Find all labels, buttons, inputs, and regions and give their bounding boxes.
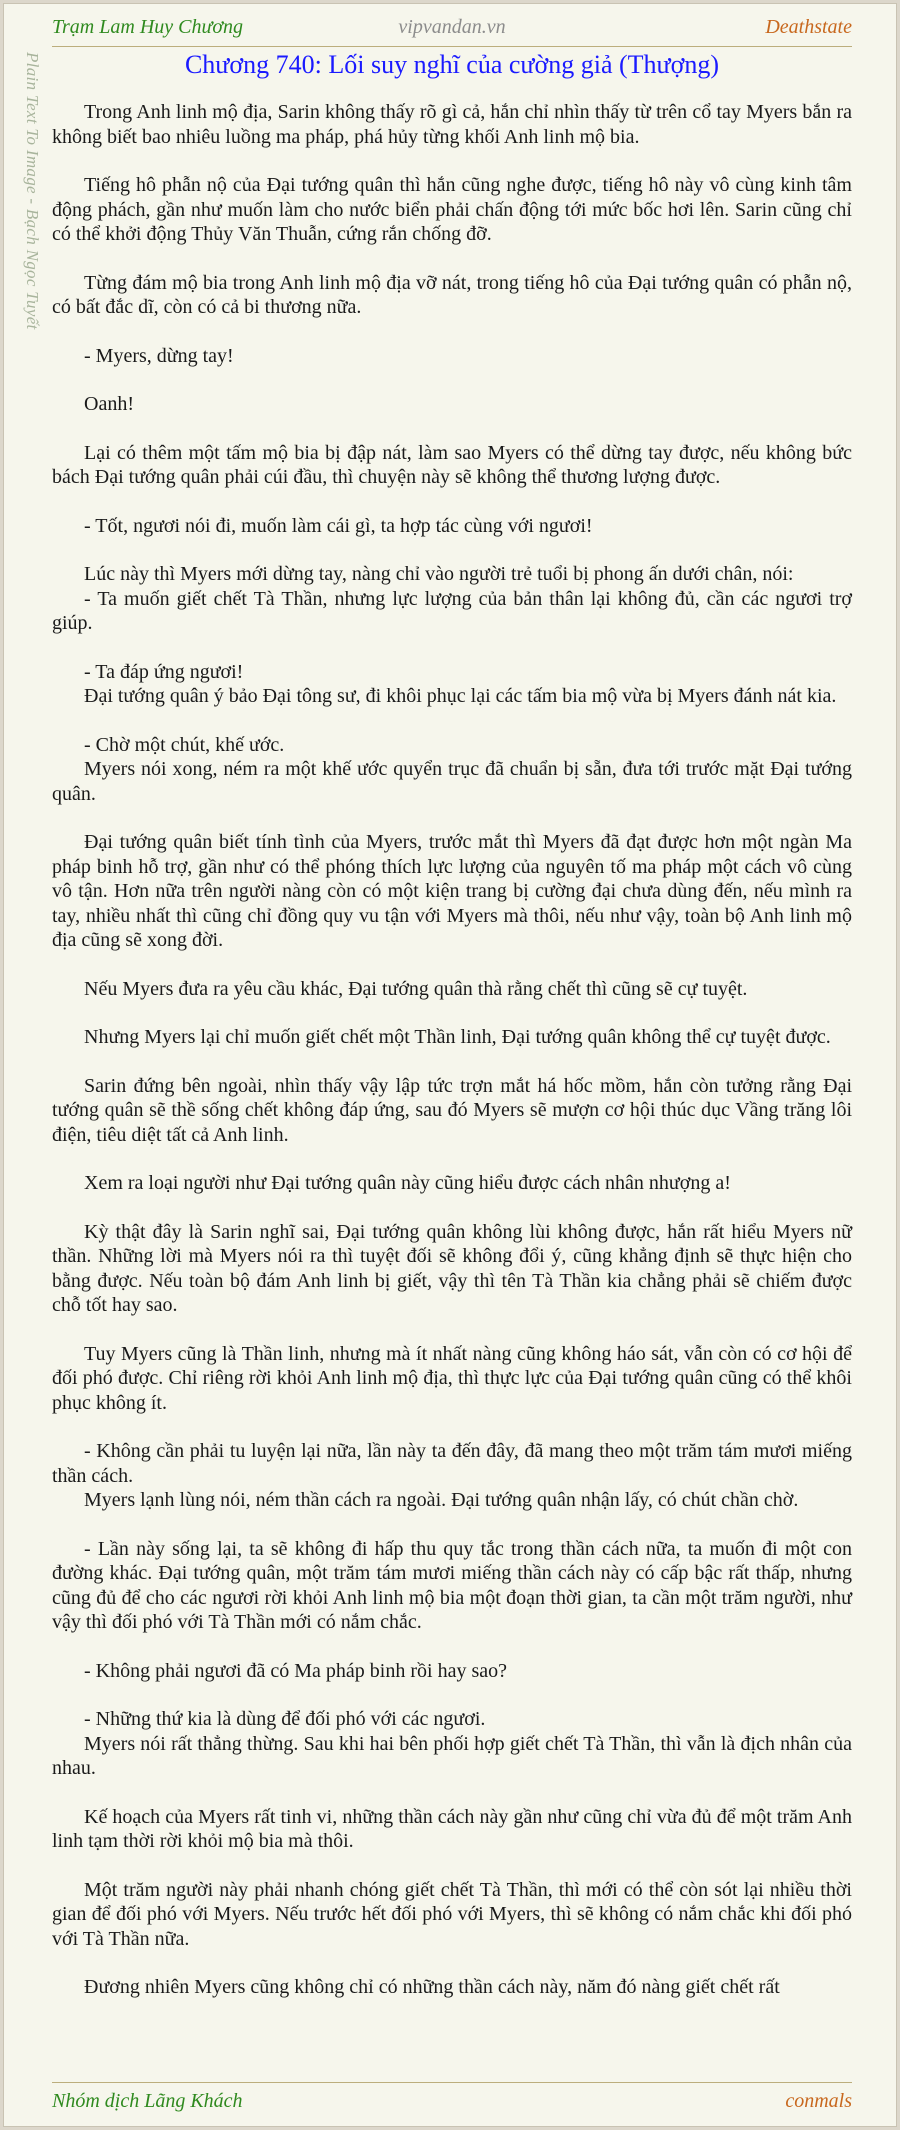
chapter-title: Chương 740: Lối suy nghĩ của cường giả (Thượng) (184, 50, 720, 79)
paragraph: Nếu Myers đưa ra yêu cầu khác, Đại tướng quân thà rằng chết thì cũng sẽ cự tuyệt. (84, 977, 748, 1000)
paragraph: Myers lạnh lùng nói, ném thần cách ra ngoài. Đại tướng quân nhận lấy, có chút chần chờ. (84, 1489, 799, 1511)
paragraph: Lúc này thì Myers mới dừng tay, nàng chỉ vào người trẻ tuổi bị phong ấn dưới chân, nói: (84, 563, 794, 585)
paragraph: Tiếng hô phẫn nộ của Đại tướng quân thì hắn cũng nghe được, tiếng hô này vô cùng kinh tâm động phách, gần như muốn làm cho nước biển phải chấn động tới mức bốc hơi lên. Sarin cũng chỉ có thể khởi động Thủy Văn Thuẫn, cứng rắn chống đỡ. (52, 174, 852, 245)
paragraph: Một trăm người này phải nhanh chóng giết chết Tà Thần, thì mới có thể còn sót lại nhiều thời gian để đối phó với Myers. Nếu trước hết đối phó với Myers, thì sẽ không có nắm chắc khi đối phó với Tà Thần nữa. (52, 1878, 852, 1950)
side-watermark-text: Plain Text To Image - Bạch Ngọc Tuyết (23, 52, 42, 330)
paragraph: - Không cần phải tu luyện lại nữa, lần này ta đến đây, đã mang theo một trăm tám mươi miếng thần cách. (52, 1440, 852, 1487)
paragraph: Myers nói xong, ném ra một khế ước quyển trục đã chuẩn bị sẵn, đưa tới trước mặt Đại tướng quân. (52, 758, 852, 805)
paragraph: - Ta đáp ứng ngươi! (84, 660, 244, 683)
paragraph: Đại tướng quân biết tính tình của Myers, trước mắt thì Myers đã đạt được hơn một ngàn Ma pháp binh hỗ trợ, gần như có thể phóng thích lực lượng của nguyên tố ma pháp một cách vô cùng vô tận. Hơn nữa trên người nàng còn có một kiện trang bị cường đại chưa dùng đến, nếu mình ra tay, nhiều nhất thì cũng chỉ đồng quy vu tận với Myers mà thôi, nếu như vậy, toàn bộ Anh linh mộ địa cũng sẽ xong đời. (52, 831, 852, 951)
paragraph: Myers nói rất thẳng thừng. Sau khi hai bên phối hợp giết chết Tà Thần, thì vẫn là địch nhân của nhau. (52, 1732, 852, 1779)
footer-editor: conmals (785, 2090, 852, 2112)
paragraph: Trong Anh linh mộ địa, Sarin không thấy rõ gì cả, hắn chỉ nhìn thấy từ trên cổ tay Myers bắn ra không biết bao nhiêu luồng ma pháp, phá hủy từng khối Anh linh mộ bia. (52, 101, 852, 148)
paragraph: Xem ra loại người như Đại tướng quân này cũng hiểu được cách nhân nhượng a! (84, 1172, 731, 1194)
paragraph: Đương nhiên Myers cũng không chỉ có những thần cách này, năm đó nàng giết chết rất (84, 1976, 780, 1998)
paragraph: Tuy Myers cũng là Thần linh, nhưng mà ít nhất nàng cũng không háo sát, vẫn còn có cơ hội để đối phó được. Chỉ riêng rời khỏi Anh linh mộ địa, thì thực lực của Đại tướng quân cũng có thể khôi phục không ít. (52, 1342, 852, 1414)
paragraph: - Không phải ngươi đã có Ma pháp binh rồi hay sao? (84, 1659, 507, 1682)
page (3, 3, 897, 2127)
paragraph: - Myers, dừng tay! (84, 344, 234, 367)
paragraph: - Ta muốn giết chết Tà Thần, nhưng lực lượng của bản thân lại không đủ, cần các ngươi trợ giúp. (52, 587, 852, 634)
paragraph: Kế hoạch của Myers rất tinh vi, những thần cách này gần như cũng chỉ vừa đủ để một trăm Anh linh tạm thời rời khỏi mộ bia mà thôi. (52, 1805, 852, 1852)
footer-divider (52, 2082, 852, 2083)
paragraph: - Chờ một chút, khế ước. (84, 733, 285, 756)
header-site-name: Trạm Lam Huy Chương (52, 16, 244, 38)
header-uploader: Deathstate (765, 16, 852, 38)
paragraph: - Lần này sống lại, ta sẽ không đi hấp thu quy tắc trong thần cách nữa, ta muốn đi một con đường khác. Đại tướng quân, một trăm tám mươi miếng thần cách này có cấp bậc rất thấp, nhưng cũng đủ để cho các ngươi rời khỏi Anh linh mộ bia một đoạn thời gian, ta cần một trăm người, như vậy thì đối phó với Tà Thần mới có nắm chắc. (52, 1537, 852, 1633)
paragraph: Từng đám mộ bia trong Anh linh mộ địa vỡ nát, trong tiếng hô của Đại tướng quân có phẫn nộ, có bất đắc dĩ, còn có cả bi thương nữa. (52, 271, 852, 318)
header-domain: vipvandan.vn (398, 16, 506, 38)
paragraph: Nhưng Myers lại chỉ muốn giết chết một Thần linh, Đại tướng quân không thể cự tuyệt được. (84, 1026, 831, 1048)
paragraph: Lại có thêm một tấm mộ bia bị đập nát, làm sao Myers có thể dừng tay được, nếu không bức bách Đại tướng quân phải cúi đầu, thì chuyện này sẽ không thể thương lượng được. (52, 441, 852, 488)
page-footer (52, 2090, 852, 2120)
paragraph: - Tốt, ngươi nói đi, muốn làm cái gì, ta hợp tác cùng với ngươi! (84, 514, 593, 537)
paragraph: - Những thứ kia là dùng để đối phó với các ngươi. (84, 1708, 486, 1730)
chapter-body (52, 100, 852, 2024)
paragraph: Kỳ thật đây là Sarin nghĩ sai, Đại tướng quân không lùi không được, hắn rất hiểu Myers nữ thần. Những lời mà Myers nói ra thì tuyệt đối sẽ không đổi ý, cũng khẳng định sẽ thực hiện cho bằng được. Nếu toàn bộ đám Anh linh bị giết, vậy thì tên Tà Thần kia chẳng phải sẽ chiếm được chỗ tốt hay sao. (52, 1220, 852, 1316)
paragraph: Sarin đứng bên ngoài, nhìn thấy vậy lập tức trợn mắt há hốc mồm, hắn còn tưởng rằng Đại tướng quân sẽ thề sống chết không đáp ứng, sau đó Myers sẽ mượn cơ hội thúc dục Vầng trăng lôi điện, tiêu diệt tất cả Anh linh. (52, 1074, 852, 1146)
page-header (52, 12, 852, 44)
paragraph: Oanh! (84, 393, 134, 415)
header-divider (52, 46, 852, 47)
footer-translator-group: Nhóm dịch Lãng Khách (52, 2090, 243, 2112)
paragraph: Đại tướng quân ý bảo Đại tông sư, đi khôi phục lại các tấm bia mộ vừa bị Myers đánh nát kia. (84, 685, 837, 707)
